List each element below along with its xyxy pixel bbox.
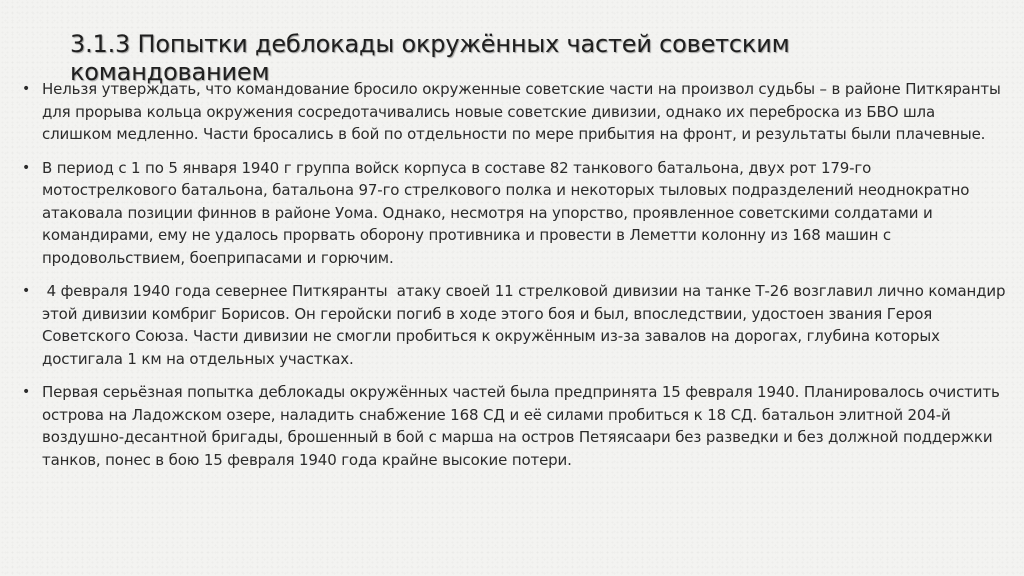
bullet-item-3 [22,280,1010,370]
bullet-text-3: 4 февраля 1940 года севернее Питкяранты атаку своей 11 стрелковой дивизии на танке Т-26 возглавил лично командир этой дивизии комбриг Борисов. Он геройски погиб в ходе этого боя и был, впоследствии, удостоен звания Героя Советского Союза. Части дивизии не смогли пробиться к окружённым из-за завалов на дорогах, глубина которых достигала 1 км на отдельных участках. [42,282,1010,368]
bullet-icon: • [22,384,31,400]
slide-title: 3.1.3 Попытки деблокады окружённых частей советским командованием [70,30,790,86]
bullet-list [22,78,1010,482]
bullet-text-2: В период с 1 по 5 января 1940 г группа войск корпуса в составе 82 танкового батальона, двух рот 179-го мотострелкового батальона, батальона 97-го стрелкового полка и некоторых тыловых подразделений неоднократно атаковала позиции финнов в районе Уома. Однако, несмотря на упорство, проявленное советскими солдатами и командирами, ему не удалось прорвать оборону противника и провести в Леметти колонну из 168 машин с продовольствием, боеприпасами и горючим. [42,158,970,267]
bullet-text-1: Нельзя утверждать, что командование бросило окруженные советские части на произвол судьбы – в районе Питкяранты для прорыва кольца окружения сосредотачивались новые советские дивизии, однако их переброска из БВО шла слишком медленно. Части бросались в бой по отдельности по мере прибытия на фронт, и результаты были плачевные. [42,80,1001,143]
bullet-icon: • [22,283,31,299]
bullet-text-4: Первая серьёзная попытка деблокады окружённых частей была предпринята 15 февраля 1940. Планировалось очистить острова на Ладожском озере, наладить снабжение 168 СД и её силами пробиться к 18 СД. батальон элитной 204-й воздушно-десантной бригады, брошенный в бой с марша на остров Петяясаари без разведки и без должной поддержки танков, понес в бою 15 февраля 1940 года крайне высокие потери. [42,383,1000,469]
bullet-item-2 [22,157,1007,270]
bullet-item-1 [22,78,1007,146]
bullet-item-4 [22,381,1007,471]
bullet-icon: • [22,81,31,97]
bullet-icon: • [22,159,31,176]
